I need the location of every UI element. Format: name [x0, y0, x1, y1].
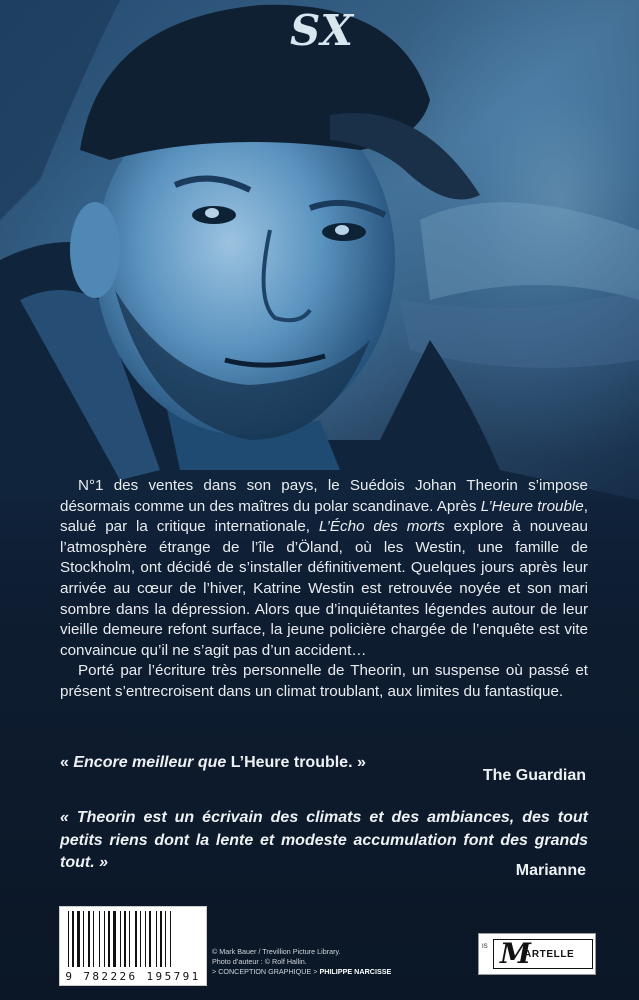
barcode-bar — [145, 911, 146, 967]
book-summary — [60, 476, 588, 703]
barcode-bar — [124, 911, 126, 967]
barcode-bar — [113, 911, 116, 967]
barcode-bar — [93, 911, 94, 967]
quote-source-2: Marianne — [515, 862, 586, 879]
isbn-barcode — [59, 906, 207, 986]
barcode-bar — [99, 911, 100, 967]
barcode-bar — [156, 911, 157, 967]
barcode-bar — [129, 911, 130, 967]
book-title-reference-1: L’Heure trouble — [480, 497, 584, 515]
publisher-initial: M — [500, 937, 531, 970]
barcode-bar — [170, 911, 171, 967]
summary-paragraph-2: Porté par l’écriture très personnelle de Theorin, un suspense où passé et présent s’entrecroisent dans un climat troublant, aux limites du fantastique. — [60, 662, 588, 700]
barcode-bar — [83, 911, 84, 967]
quote-open-mark: « — [60, 754, 74, 771]
barcode-bar — [160, 911, 162, 967]
barcode-bar — [108, 911, 110, 967]
barcode-bar — [88, 911, 90, 967]
photo-credits — [212, 947, 452, 977]
quote-source-1: The Guardian — [482, 767, 586, 784]
barcode-bar — [149, 911, 151, 967]
barcode-bar — [104, 911, 105, 967]
credit-design-label: > CONCEPTION GRAPHIQUE > — [212, 967, 320, 976]
publisher-tag: IS — [482, 944, 488, 950]
credit-line-2: Photo d’auteur : © Rolf Hallin. — [212, 957, 307, 966]
publisher-logo — [478, 933, 596, 975]
book-title-reference-2: L’Écho des morts — [318, 518, 445, 536]
credit-designer-name: PHILIPPE NARCISSE — [319, 967, 392, 976]
barcode-bar — [165, 911, 166, 967]
barcode-bars — [66, 911, 200, 967]
svg-text:SX: SX — [290, 6, 353, 55]
barcode-bar — [140, 911, 141, 967]
quote-italic-text: Encore meilleur que — [73, 754, 227, 771]
summary-paragraph-1 — [60, 476, 588, 661]
summary-text-end: explore à nouveau l’atmosphère étrange de l’île d’Öland, où les Westin, une famille de Stockholm, ont décidé de s’installer définitivement. Quelques jours après leur arrivée au cœur de l’hiver, Katrine Westin est retrouvée noyée et son mari sombre dans la dépression. Alors que d’inquiétantes légendes autour de leur vieille demeure refont surface, la jeune policière chargée de l’enquête est vite convaincue qu’il ne s’agit pas d’un accident… — [60, 518, 588, 659]
barcode-bar — [68, 911, 69, 967]
barcode-bar — [120, 911, 121, 967]
publisher-name: ARTELLE — [524, 949, 575, 960]
credit-line-3 — [212, 967, 452, 977]
publisher-logo-frame — [493, 939, 593, 969]
barcode-bar — [135, 911, 137, 967]
quote-close-mark: . » — [348, 754, 366, 771]
summary-text-start: N°1 des ventes dans son pays, le Suédois Johan Theorin s’impose désormais comme un des maîtres du polar scandinave. Après — [60, 477, 588, 515]
quote-title: L’Heure trouble — [226, 754, 349, 771]
summary-text-mid: , salué par la critique internationale, — [60, 497, 588, 536]
barcode-bar — [77, 911, 80, 967]
barcode-bar — [72, 911, 74, 967]
isbn-number: 9 782226 195791 — [65, 970, 201, 983]
credit-line-1: © Mark Bauer / Trevillion Picture Library. — [212, 947, 341, 956]
press-quote-2: « Theorin est un écrivain des climats et des ambiances, des tout petits riens dont la lente et modeste accumulation font des grands tout. » — [60, 809, 588, 871]
